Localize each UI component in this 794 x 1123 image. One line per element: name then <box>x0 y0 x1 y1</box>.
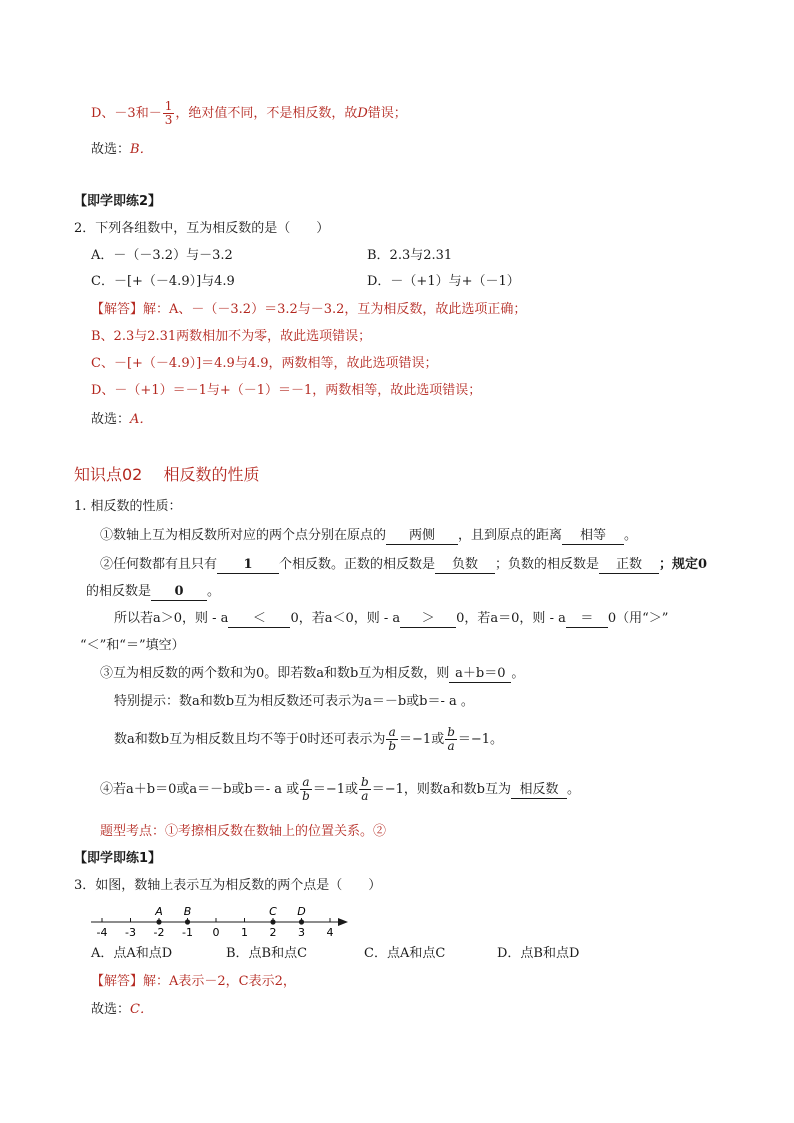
prev-answer-d <box>91 100 407 128</box>
text: ①数轴上互为相反数所对应的两个点分别在原点的 <box>100 528 387 543</box>
fraction-numerator: b <box>361 775 369 789</box>
blank: ＞ <box>400 611 456 628</box>
blank: ＝ <box>566 611 608 628</box>
section-heading: 知识点02 相反数的性质 <box>74 465 260 484</box>
prev-d-letter: D <box>357 106 368 121</box>
property-4 <box>100 772 580 808</box>
choose-value: B． <box>130 142 153 157</box>
text: 数a和数b互为相反数且均不等于0时还可表示为 <box>114 732 386 747</box>
answer-line: 【解答】解：A表示－2，C表示2， <box>91 974 296 989</box>
fraction <box>163 100 175 127</box>
text: ②任何数都有且只有 <box>100 557 218 572</box>
option-b: B．点B和点C <box>226 946 308 961</box>
prev-d-prefix: D、－3和－ <box>91 106 162 121</box>
topic-points: 题型考点：①考擦相反数在数轴上的位置关系。② <box>100 824 387 839</box>
answer-line: B、2.3与2.31两数相加不为零，故此选项错误； <box>91 329 372 344</box>
property-1 <box>100 526 637 546</box>
fraction-numerator: a <box>300 776 312 790</box>
option-c: C．点A和点C <box>364 946 446 961</box>
text: ④若a＋b＝0或a＝－b或b＝- a 或 <box>100 782 300 797</box>
option-a: A．点A和点D <box>91 946 173 961</box>
question-text: 3．如图，数轴上表示互为相反数的两个点是（ ） <box>74 878 382 893</box>
choose-label: 故选： <box>91 142 131 157</box>
option-a: A．－（－3.2）与－3.2 <box>91 248 233 263</box>
prev-choose <box>91 140 153 160</box>
option-d: D．点B和点D <box>497 946 580 961</box>
prev-d-end: 错误； <box>367 106 407 121</box>
section-intro: 1. 相反数的性质： <box>74 499 182 514</box>
text: ＝−1或 <box>312 782 359 797</box>
question-text: 2．下列各组数中，互为相反数的是（ ） <box>74 221 330 236</box>
fraction-numerator: 1 <box>164 99 173 113</box>
text: 所以若a＞0，则 - a <box>114 611 229 626</box>
option-d: D．－（+1）与+（－1） <box>367 274 520 289</box>
fraction-denominator: a <box>361 789 369 803</box>
blank: 负数 <box>435 557 495 574</box>
fraction <box>300 776 312 803</box>
property-2-comparison <box>114 609 668 629</box>
text: ＝−1。 <box>457 732 504 747</box>
number-line-tick-label: 1 <box>241 926 248 939</box>
special-tip: 特别提示：数a和数b互为相反数还可表示为a＝－b或b＝- a 。 <box>114 694 474 709</box>
special-tip-2 <box>114 722 503 758</box>
practice-tag: 【即学即练2】 <box>74 194 162 209</box>
number-line-tick-label: -4 <box>96 926 108 939</box>
fraction-denominator: a <box>447 739 455 753</box>
text: 的相反数是 <box>86 584 152 599</box>
prev-d-suffix: ，绝对值不同，不是相反数，故 <box>175 106 358 121</box>
text: 0，若a＜0，则 - a <box>290 611 401 626</box>
property-2 <box>100 555 707 575</box>
number-line-point <box>299 919 304 924</box>
choose-value: A． <box>130 412 153 427</box>
number-line-point-label: D <box>297 905 306 918</box>
practice-tag: 【即学即练1】 <box>74 851 162 866</box>
number-line-tick-label: 4 <box>326 926 334 939</box>
text: 。 <box>566 782 580 797</box>
number-line-point <box>156 919 161 924</box>
fraction <box>359 776 371 803</box>
text: ＝−1，则数a和数b互为 <box>371 782 511 797</box>
number-line-tick-label: 3 <box>298 926 305 939</box>
fraction-denominator: b <box>302 789 310 803</box>
option-b: B．2.3与2.31 <box>367 248 453 263</box>
option-c: C．－[+（－4.9）]与4.9 <box>91 274 235 289</box>
fraction-denominator: b <box>388 739 397 753</box>
number-line-point <box>185 919 190 924</box>
practice1-choose <box>91 1000 153 1020</box>
blank: 0 <box>151 584 207 601</box>
answer-line: 【解答】解：A、－（－3.2）＝3.2与－3.2，互为相反数，故此选项正确； <box>91 302 527 317</box>
fraction <box>445 726 457 753</box>
text: 0，若a＝0，则 - a <box>456 611 566 626</box>
text: 。 <box>511 666 525 681</box>
blank: 1 <box>217 557 279 574</box>
practice2-choose <box>91 410 152 430</box>
text: ；规定0 <box>659 557 708 572</box>
text: ③互为相反数的两个数和为0。即若数a和数b互为相反数，则 <box>100 666 450 681</box>
blank: a＋b＝0 <box>449 666 511 683</box>
number-line-tick-label: 2 <box>269 926 277 939</box>
fraction-denominator: 3 <box>164 113 173 127</box>
property-3 <box>100 664 524 684</box>
blank: 相反数 <box>511 782 567 799</box>
text: ＝−1或 <box>399 732 445 747</box>
property-2-cont <box>86 582 220 602</box>
text: 。 <box>624 528 638 543</box>
property-2-comparison-cont: “＜”和“＝”填空） <box>80 638 185 653</box>
number-line-tick-label: -3 <box>125 926 136 939</box>
number-line-tick-label: -2 <box>153 926 165 939</box>
fraction-numerator: a <box>386 726 398 740</box>
answer-line: C、－[+（－4.9）]＝4.9与4.9，两数相等，故此选项错误； <box>91 356 438 371</box>
number-line-tick-label: -1 <box>182 926 193 939</box>
blank: 两侧 <box>386 528 458 545</box>
number-line-point-label: A <box>155 905 163 918</box>
number-line <box>88 900 358 940</box>
text: ；负数的相反数是 <box>495 557 600 572</box>
text: 。 <box>207 584 221 599</box>
number-line-point-label: B <box>183 905 192 918</box>
answer-line: D、－（+1）＝－1与+（－1）＝－1，两数相等，故此选项错误； <box>91 383 482 398</box>
text: 个相反数。正数的相反数是 <box>279 557 436 572</box>
number-line-arrow-icon <box>338 918 348 926</box>
number-line-point-label: C <box>269 905 277 918</box>
blank: 正数 <box>599 557 659 574</box>
fraction <box>386 726 398 753</box>
text: ，且到原点的距离 <box>458 528 563 543</box>
choose-value: C． <box>130 1002 153 1017</box>
blank: ＜ <box>228 611 290 628</box>
fraction-numerator: b <box>447 725 455 739</box>
choose-label: 故选： <box>91 412 131 427</box>
text: 0（用“＞” <box>607 611 669 626</box>
choose-label: 故选： <box>91 1002 131 1017</box>
blank: 相等 <box>562 528 624 545</box>
number-line-tick-label: 0 <box>212 926 220 939</box>
number-line-point <box>270 919 275 924</box>
